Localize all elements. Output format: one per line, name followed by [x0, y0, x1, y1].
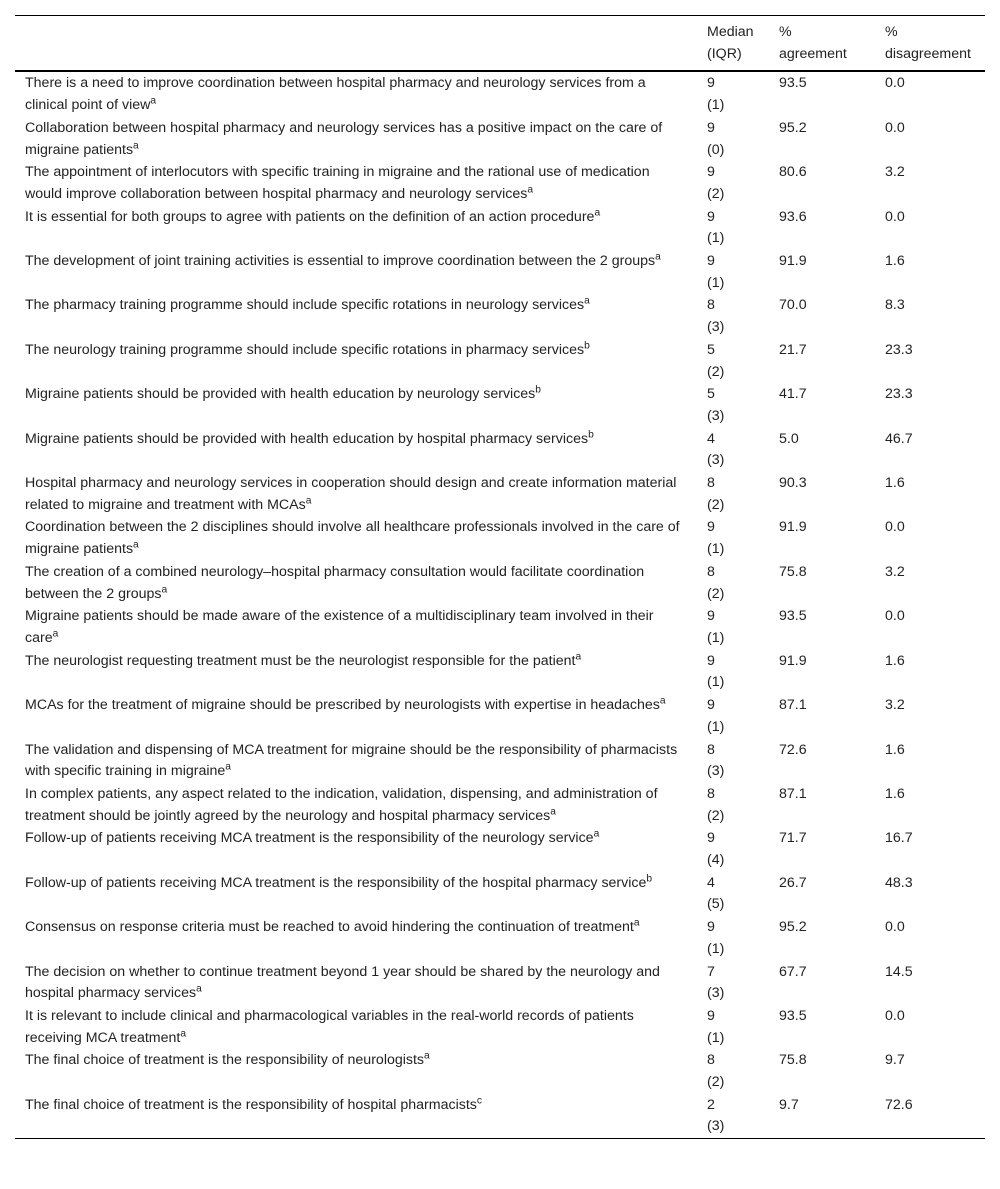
- median-cell: [703, 1094, 771, 1139]
- statement-text: Coordination between the 2 disciplines should involve all healthcare professionals involved in the care of migraine patients: [25, 519, 680, 558]
- disagreement-cell: 23.3: [885, 386, 913, 403]
- disagreement-cell: 1.6: [885, 741, 905, 758]
- header-agreement-line2: agreement: [779, 45, 847, 62]
- iqr-value: (1): [707, 97, 725, 114]
- table-row: [15, 872, 985, 916]
- agreement-cell: 71.7: [779, 830, 807, 847]
- statement-cell: [15, 428, 703, 472]
- statement-cell: [15, 516, 703, 560]
- agreement-cell: 9.7: [779, 1096, 799, 1113]
- statement-text: The neurology training programme should include specific rotations in pharmacy services: [25, 341, 585, 358]
- iqr-value: (2): [707, 496, 725, 513]
- statement-text: Collaboration between hospital pharmacy and neurology services has a positive impact on the care of migraine patients: [25, 119, 663, 158]
- statement-text: It is essential for both groups to agree with patients on the definition of an action procedure: [25, 208, 595, 225]
- footnote-marker: b: [535, 384, 541, 396]
- median-value: 4: [707, 430, 715, 447]
- median-value: 9: [707, 830, 715, 847]
- iqr-value: (1): [707, 940, 725, 957]
- disagreement-cell: 72.6: [885, 1096, 913, 1113]
- median-cell: [703, 1005, 771, 1049]
- agreement-cell: 75.8: [779, 1052, 807, 1069]
- median-value: 5: [707, 341, 715, 358]
- median-value: 8: [707, 785, 715, 802]
- median-cell: [703, 339, 771, 383]
- median-cell: [703, 739, 771, 783]
- statement-cell: [15, 206, 703, 250]
- statement-cell: [15, 561, 703, 605]
- agreement-cell: 95.2: [779, 919, 807, 936]
- statement-cell: [15, 1005, 703, 1049]
- statement-cell: [15, 827, 703, 871]
- agreement-cell: 41.7: [779, 386, 807, 403]
- agreement-cell: 91.9: [779, 253, 807, 270]
- median-cell: [703, 961, 771, 1005]
- footnote-marker: a: [655, 251, 661, 263]
- iqr-value: (1): [707, 274, 725, 291]
- footnote-marker: a: [225, 761, 231, 773]
- median-value: 9: [707, 1007, 715, 1024]
- iqr-value: (1): [707, 230, 725, 247]
- table-row: [15, 739, 985, 783]
- median-value: 8: [707, 475, 715, 492]
- statement-text: Migraine patients should be provided with health education by neurology services: [25, 386, 536, 403]
- table-header: [15, 16, 985, 72]
- statement-cell: [15, 916, 703, 960]
- iqr-value: (2): [707, 185, 725, 202]
- footnote-marker: a: [593, 828, 600, 840]
- statement-text: The creation of a combined neurology–hospital pharmacy consultation would facilitate coordination between the 2 groups: [25, 563, 645, 602]
- median-value: 5: [707, 386, 715, 403]
- disagreement-cell: 0.0: [885, 75, 905, 92]
- table-row: [15, 650, 985, 694]
- iqr-value: (3): [707, 452, 725, 469]
- table-row: [15, 383, 985, 427]
- disagreement-cell: 0.0: [885, 119, 905, 136]
- agreement-cell: 95.2: [779, 119, 807, 136]
- agreement-cell: 91.9: [779, 519, 807, 536]
- table-row: [15, 339, 985, 383]
- disagreement-cell: 0.0: [885, 1007, 905, 1024]
- table-row: [15, 1005, 985, 1049]
- table-row: [15, 694, 985, 738]
- footnote-marker: a: [575, 650, 582, 662]
- median-value: 8: [707, 741, 715, 758]
- footnote-marker: a: [133, 539, 139, 551]
- footnote-marker: a: [594, 206, 601, 218]
- median-value: 8: [707, 1052, 715, 1069]
- header-agreement: [771, 16, 873, 72]
- agreement-cell: 87.1: [779, 697, 807, 714]
- median-cell: [703, 383, 771, 427]
- disagreement-cell: 3.2: [885, 164, 905, 181]
- median-cell: [703, 294, 771, 338]
- footnote-marker: a: [424, 1050, 430, 1062]
- footnote-marker: a: [633, 917, 640, 929]
- statement-text: The decision on whether to continue treatment beyond 1 year should be shared by the neurology and hospital pharmacy services: [25, 963, 660, 1002]
- agreement-cell: 87.1: [779, 785, 807, 802]
- footnote-marker: a: [584, 295, 590, 307]
- iqr-value: (3): [707, 1118, 725, 1135]
- disagreement-cell: 1.6: [885, 475, 905, 492]
- disagreement-cell: 1.6: [885, 652, 905, 669]
- disagreement-cell: 23.3: [885, 341, 913, 358]
- median-cell: [703, 117, 771, 161]
- header-median: [703, 16, 771, 72]
- statement-text: Migraine patients should be provided with health education by hospital pharmacy services: [25, 430, 589, 447]
- statement-text: Follow-up of patients receiving MCA treatment is the responsibility of the neurology service: [25, 830, 594, 847]
- statement-cell: [15, 117, 703, 161]
- statement-text: The development of joint training activities is essential to improve coordination between the 2 groups: [25, 253, 656, 270]
- statement-cell: [15, 294, 703, 338]
- table-row: [15, 472, 985, 516]
- footnote-marker: a: [527, 184, 534, 196]
- median-value: 9: [707, 519, 715, 536]
- median-cell: [703, 71, 771, 116]
- statement-text: Hospital pharmacy and neurology services in cooperation should design and create information material related to migraine and treatment with MCAs: [25, 475, 677, 513]
- header-disagreement: [873, 16, 985, 72]
- statement-cell: [15, 694, 703, 738]
- footnote-marker: c: [476, 1095, 482, 1107]
- median-cell: [703, 250, 771, 294]
- median-cell: [703, 206, 771, 250]
- agreement-cell: 72.6: [779, 741, 807, 758]
- footnote-marker: a: [196, 983, 202, 995]
- iqr-value: (3): [707, 407, 725, 424]
- statement-cell: [15, 961, 703, 1005]
- statement-text: The validation and dispensing of MCA treatment for migraine should be the responsibility of pharmacists with specific training in migraine: [25, 741, 678, 780]
- table-row: [15, 206, 985, 250]
- disagreement-cell: 0.0: [885, 919, 905, 936]
- agreement-cell: 93.5: [779, 75, 807, 92]
- agreement-cell: 75.8: [779, 563, 807, 580]
- header-agreement-line1: %: [779, 24, 792, 40]
- iqr-value: (2): [707, 363, 725, 380]
- table-row: [15, 161, 985, 205]
- table-row: [15, 561, 985, 605]
- iqr-value: (2): [707, 807, 725, 824]
- statement-cell: [15, 339, 703, 383]
- footnote-marker: a: [659, 695, 666, 707]
- table-row: [15, 1094, 985, 1139]
- median-cell: [703, 472, 771, 516]
- iqr-value: (1): [707, 1029, 725, 1046]
- statement-cell: [15, 250, 703, 294]
- statement-cell: [15, 1094, 703, 1139]
- header-disagreement-line1: %: [885, 24, 898, 40]
- statement-cell: [15, 605, 703, 649]
- iqr-value: (3): [707, 985, 725, 1002]
- iqr-value: (1): [707, 541, 725, 558]
- table-body: [15, 71, 985, 1138]
- header-statement: [15, 16, 703, 72]
- statement-cell: [15, 161, 703, 205]
- statement-cell: [15, 739, 703, 783]
- footnote-marker: b: [588, 428, 594, 440]
- disagreement-cell: 14.5: [885, 963, 913, 980]
- disagreement-cell: 0.0: [885, 519, 905, 536]
- disagreement-cell: 1.6: [885, 785, 905, 802]
- table-row: [15, 961, 985, 1005]
- disagreement-cell: 48.3: [885, 874, 913, 891]
- median-cell: [703, 783, 771, 827]
- header-disagreement-line2: disagreement: [885, 45, 971, 62]
- disagreement-cell: 3.2: [885, 563, 905, 580]
- median-cell: [703, 605, 771, 649]
- median-value: 9: [707, 164, 715, 181]
- table-row: [15, 428, 985, 472]
- footnote-marker: a: [161, 583, 168, 595]
- iqr-value: (1): [707, 674, 725, 691]
- table-row: [15, 117, 985, 161]
- median-value: 7: [707, 963, 715, 980]
- statement-cell: [15, 872, 703, 916]
- header-median-line1: Median: [707, 24, 754, 40]
- statement-text: Follow-up of patients receiving MCA treatment is the responsibility of the hospital pharmacy service: [25, 874, 647, 891]
- median-cell: [703, 872, 771, 916]
- table-row: [15, 250, 985, 294]
- statement-cell: [15, 71, 703, 116]
- iqr-value: (1): [707, 718, 725, 735]
- table-row: [15, 827, 985, 871]
- median-value: 9: [707, 652, 715, 669]
- iqr-value: (2): [707, 585, 725, 602]
- statement-cell: [15, 1049, 703, 1093]
- median-cell: [703, 428, 771, 472]
- median-value: 9: [707, 119, 715, 136]
- footnote-marker: a: [305, 495, 312, 507]
- median-cell: [703, 161, 771, 205]
- table-row: [15, 294, 985, 338]
- agreement-cell: 80.6: [779, 164, 807, 181]
- iqr-value: (4): [707, 852, 725, 869]
- median-cell: [703, 516, 771, 560]
- agreement-cell: 93.6: [779, 208, 807, 225]
- footnote-marker: a: [150, 95, 157, 107]
- median-value: 9: [707, 608, 715, 625]
- disagreement-cell: 0.0: [885, 208, 905, 225]
- statement-text: MCAs for the treatment of migraine should be prescribed by neurologists with expertise in headaches: [25, 697, 660, 714]
- disagreement-cell: 3.2: [885, 697, 905, 714]
- disagreement-cell: 9.7: [885, 1052, 905, 1069]
- footnote-marker: a: [180, 1027, 187, 1039]
- median-value: 9: [707, 697, 715, 714]
- agreement-cell: 93.5: [779, 608, 807, 625]
- statement-text: The final choice of treatment is the responsibility of hospital pharmacists: [25, 1096, 477, 1113]
- statement-cell: [15, 472, 703, 516]
- table-row: [15, 783, 985, 827]
- median-cell: [703, 561, 771, 605]
- median-cell: [703, 916, 771, 960]
- iqr-value: (0): [707, 141, 725, 158]
- agreement-cell: 70.0: [779, 297, 807, 314]
- iqr-value: (1): [707, 629, 725, 646]
- statement-text: The appointment of interlocutors with specific training in migraine and the rational use of medication would improve collaboration between hospital pharmacy and neurology services: [25, 164, 650, 202]
- median-value: 9: [707, 75, 715, 92]
- agreement-cell: 91.9: [779, 652, 807, 669]
- median-value: 2: [707, 1096, 715, 1113]
- statement-cell: [15, 783, 703, 827]
- footnote-marker: a: [550, 805, 556, 817]
- statement-text: In complex patients, any aspect related to the indication, validation, dispensing, and administration of treatment should be jointly agreed by the neurology and hospital pharmacy services: [25, 785, 658, 824]
- median-cell: [703, 827, 771, 871]
- agreement-cell: 90.3: [779, 475, 807, 492]
- disagreement-cell: 16.7: [885, 830, 913, 847]
- iqr-value: (3): [707, 319, 725, 336]
- median-value: 8: [707, 297, 715, 314]
- disagreement-cell: 46.7: [885, 430, 913, 447]
- median-value: 8: [707, 563, 715, 580]
- footnote-marker: b: [584, 340, 590, 352]
- footnote-marker: b: [646, 872, 653, 884]
- table-row: [15, 916, 985, 960]
- header-row: [15, 16, 985, 72]
- statement-text: It is relevant to include clinical and pharmacological variables in the real-world records of patients receiving MCA treatment: [25, 1007, 634, 1046]
- statement-text: There is a need to improve coordination between hospital pharmacy and neurology services from a clinical point of view: [25, 75, 646, 114]
- statement-cell: [15, 383, 703, 427]
- table-row: [15, 1049, 985, 1093]
- footnote-marker: a: [52, 628, 59, 640]
- statement-text: Migraine patients should be made aware of the existence of a multidisciplinary team involved in their care: [25, 608, 654, 646]
- disagreement-cell: 8.3: [885, 297, 905, 314]
- disagreement-cell: 1.6: [885, 253, 905, 270]
- header-median-line2: (IQR): [707, 45, 742, 62]
- statement-text: The pharmacy training programme should include specific rotations in neurology services: [25, 297, 585, 314]
- table-row: [15, 516, 985, 560]
- agreement-cell: 26.7: [779, 874, 807, 891]
- median-value: 9: [707, 253, 715, 270]
- agreement-cell: 67.7: [779, 963, 807, 980]
- footnote-marker: a: [133, 139, 139, 151]
- median-value: 9: [707, 919, 715, 936]
- consensus-table: [15, 15, 985, 1139]
- agreement-cell: 93.5: [779, 1007, 807, 1024]
- table-row: [15, 71, 985, 116]
- statement-text: Consensus on response criteria must be reached to avoid hindering the continuation of treatment: [25, 919, 634, 936]
- iqr-value: (2): [707, 1074, 725, 1091]
- agreement-cell: 5.0: [779, 430, 799, 447]
- agreement-cell: 21.7: [779, 341, 807, 358]
- statement-text: The neurologist requesting treatment must be the neurologist responsible for the patient: [25, 652, 576, 669]
- median-cell: [703, 1049, 771, 1093]
- iqr-value: (3): [707, 763, 725, 780]
- statement-cell: [15, 650, 703, 694]
- median-cell: [703, 650, 771, 694]
- statement-text: The final choice of treatment is the responsibility of neurologists: [25, 1052, 425, 1069]
- median-value: 9: [707, 208, 715, 225]
- table-row: [15, 605, 985, 649]
- median-value: 4: [707, 874, 715, 891]
- iqr-value: (5): [707, 896, 725, 913]
- median-cell: [703, 694, 771, 738]
- disagreement-cell: 0.0: [885, 608, 905, 625]
